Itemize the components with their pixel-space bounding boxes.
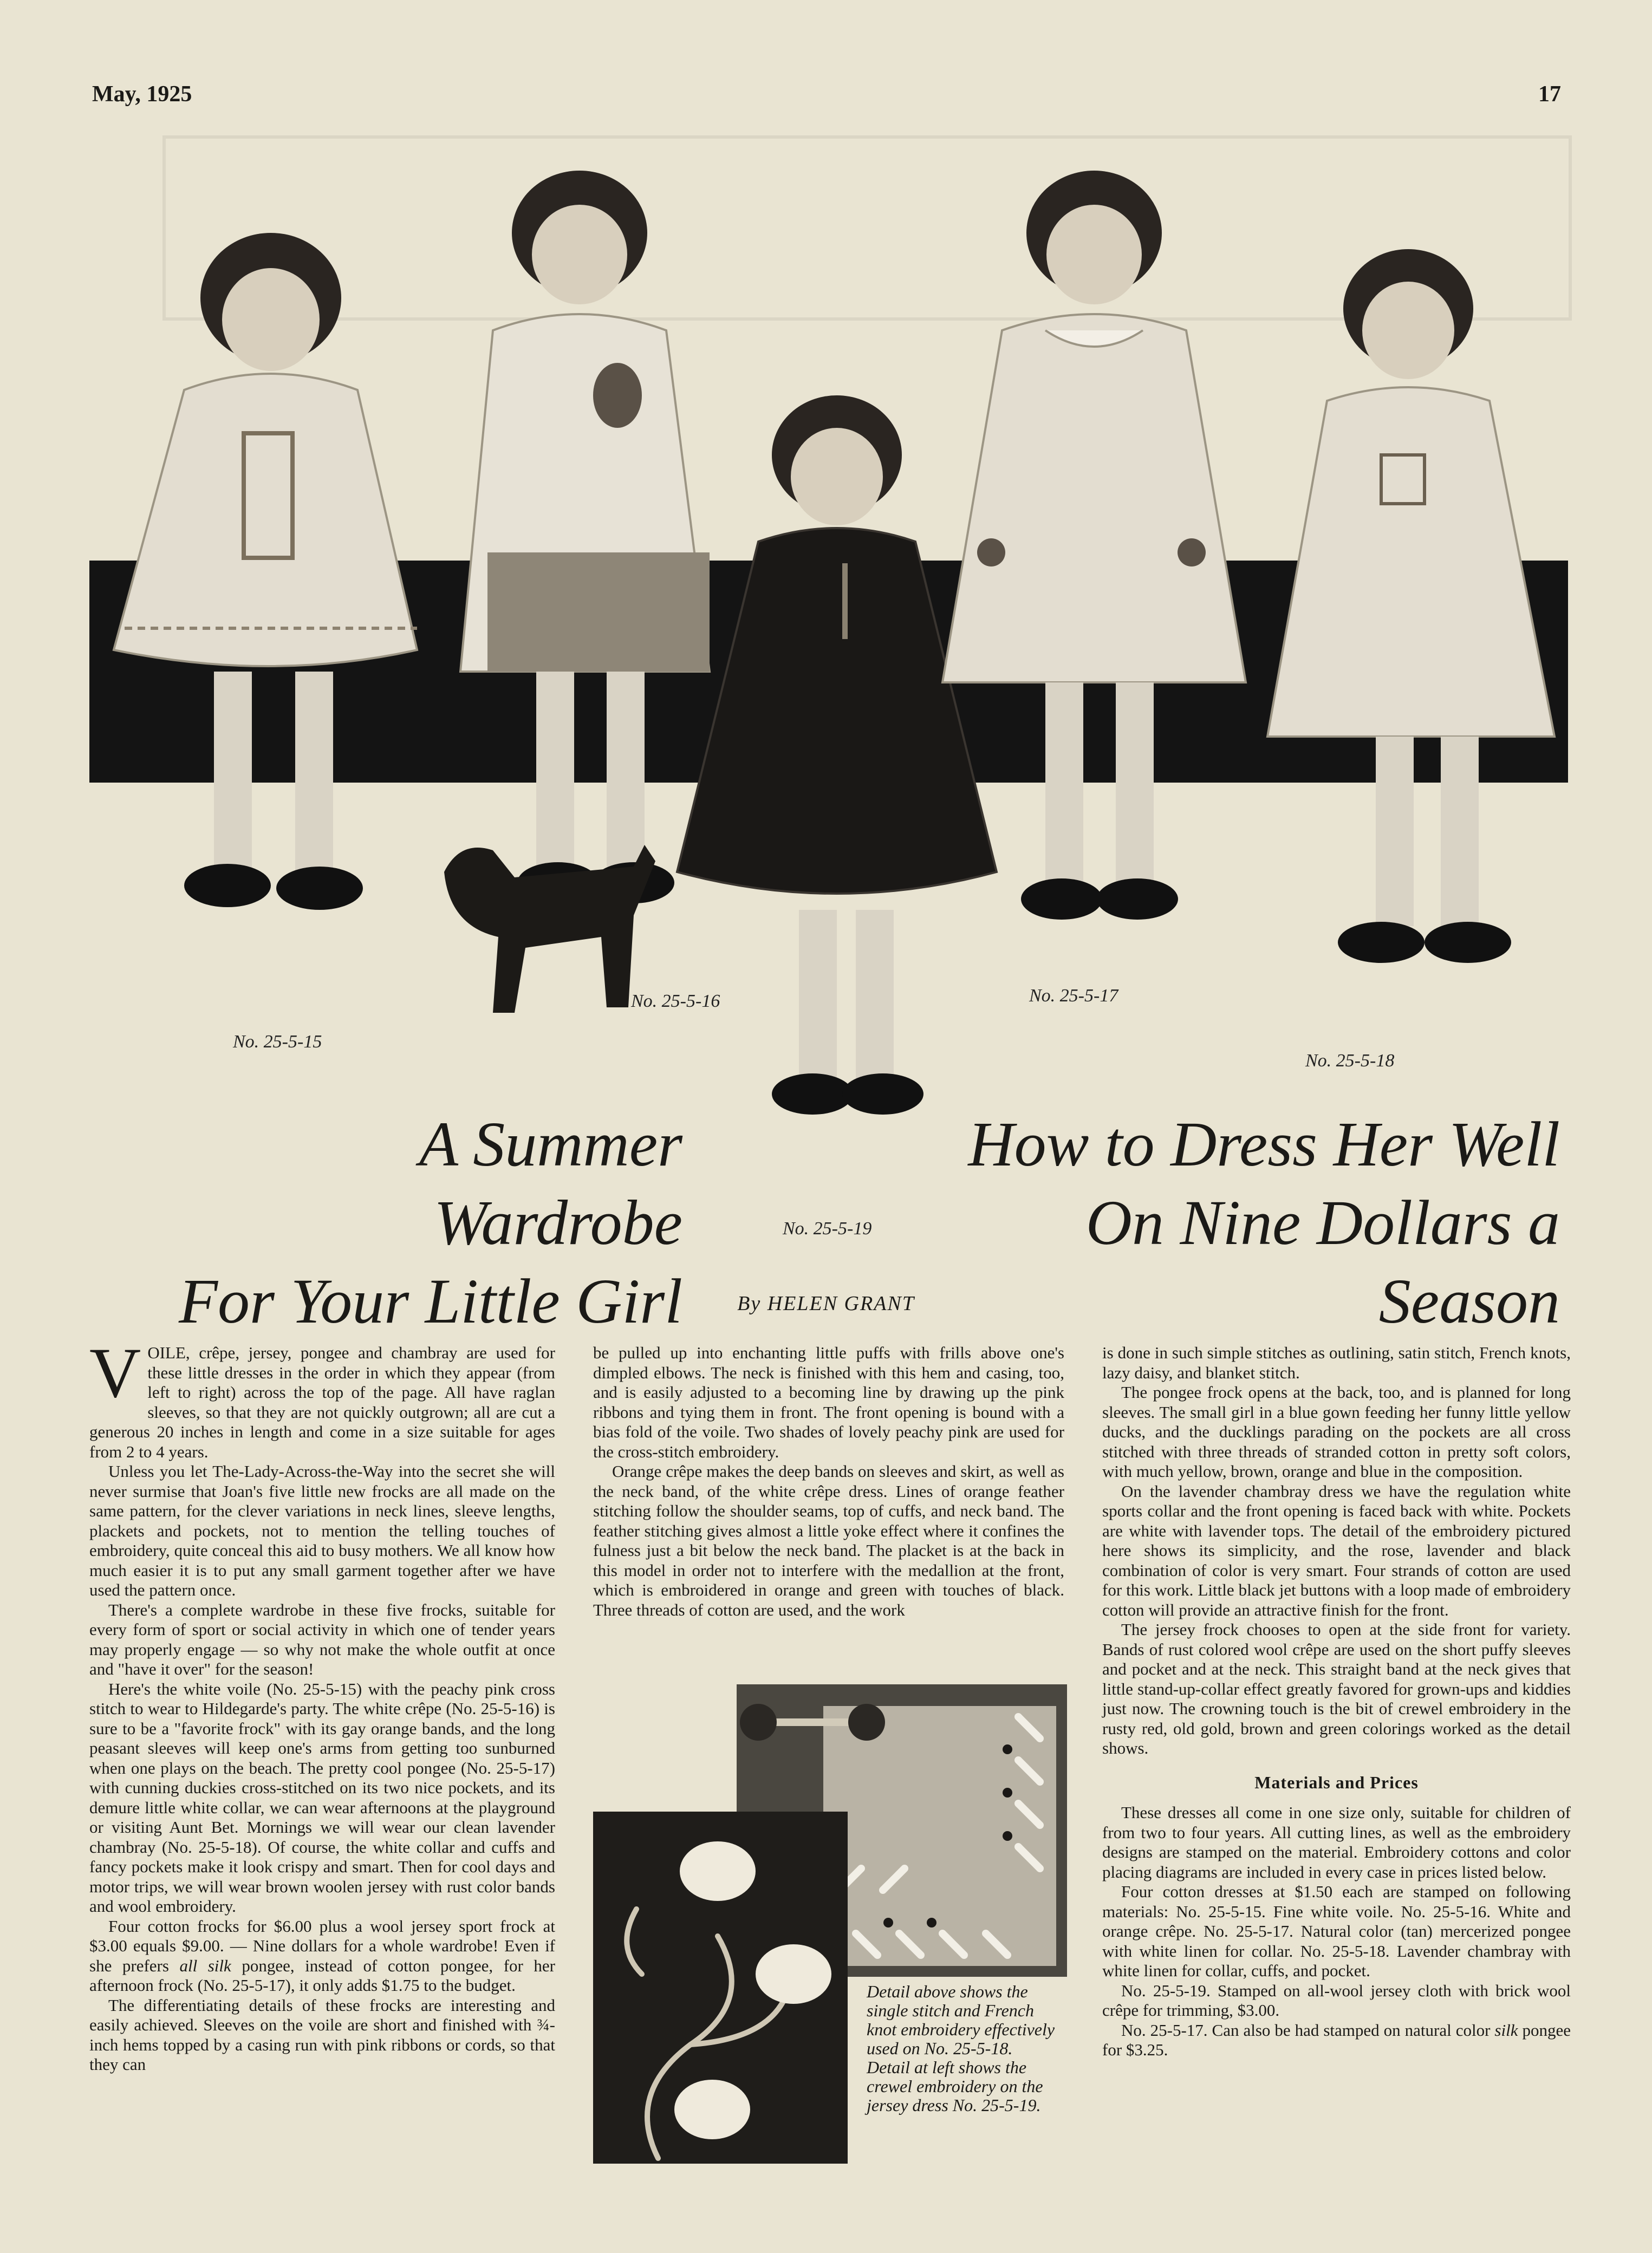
col1-paragraph-6: The differentiating details of these frocks are interesting and easily achieved. Sleeves on the voile are short and finished with ¾-inch hems topped by a casing run with pink ribbons or cords, so that they can xyxy=(89,1995,555,2074)
headline-right-line2: On Nine Dollars a Season xyxy=(1085,1187,1560,1337)
article-column-2 xyxy=(593,1343,1064,1620)
embroidery-detail-photo-bottom xyxy=(593,1812,848,2164)
col3-paragraph-3: On the lavender chambray dress we have the regulation white sports collar and the front opening is faced back with white. Pockets are white with lavender tops. The detail of the embroidery pictured here shows its simplicity, and the rose, lavender and black combination of color is very smart. Four strands of cotton are used for this work. Little black jet buttons with a loop made of embroidery cotton will provide an attractive finish for the front. xyxy=(1102,1481,1571,1619)
girl-photo-5 xyxy=(1246,227,1571,1040)
col3-paragraph-8: No. 25-5-17. Can also be had stamped on natural color silk pongee for $3.25. xyxy=(1102,2020,1571,2059)
materials-prices-subhead: Materials and Prices xyxy=(1254,1772,1419,1792)
byline: By HELEN GRANT xyxy=(737,1292,915,1315)
col3-paragraph-4: The jersey frock chooses to open at the side front for variety. Bands of rust colored wool crêpe are used on the short puffy sleeves and pocket and at the neck. This straight band at the neck gives that little stand-up-collar effect greatly favored for grown-ups and kiddies just now. The crowning touch is the bit of crewel embroidery in the rusty red, old gold, brown and green colorings worked as the detail shows. xyxy=(1102,1620,1571,1757)
col2-paragraph-1: be pulled up into enchanting little puffs with frills above one's dimpled elbows. The neck is finished with this hem and casing, too, and is easily adjusted to a becoming line by drawing up the pink ribbons and tying them in front. The front opening is bound with a bias fold of the voile. Two shades of lovely peachy pink are used for the cross-stitch embroidery. xyxy=(593,1343,1064,1461)
article-column-1 xyxy=(89,1333,555,2075)
col3-paragraph-6: Four cotton dresses at $1.50 each are stamped on following materials: No. 25-5-15. Fine white voile. No. 25-5-16. White and orange crêpe. No. 25-5-17. Natural color (tan) mercerized pongee with white linen for collar. No. 25-5-18. Lavender chambray with white linen for collar, cuffs, and pocket. xyxy=(1102,1882,1571,1980)
girl-photo-4 xyxy=(921,152,1267,997)
headline-right xyxy=(964,1105,1560,1340)
figure-caption-3: No. 25-5-19 xyxy=(783,1219,872,1239)
col3-paragraph-7: No. 25-5-19. Stamped on all-wool jersey cloth with brick wool crêpe for trimming, $3.00. xyxy=(1102,1981,1571,2020)
col1-paragraph-2: Unless you let The-Lady-Across-the-Way into the secret she will never surmise that Joan's five little new frocks are all made on the same pattern, for the clever variations in neck lines, sleeve lengths, plackets and pockets, not to mention the telling touches of embroidery, quite conceal this aid to busy mothers. We all know how much easier it is to put any small garment together after we have used the pattern once. xyxy=(89,1462,555,1599)
article-column-3 xyxy=(1102,1343,1571,2060)
page-number: 17 xyxy=(1538,82,1561,107)
headline-left-line1: A Summer Wardrobe xyxy=(419,1109,682,1258)
figure-caption-4: No. 25-5-17 xyxy=(1029,986,1118,1006)
headline-left-line2: For Your Little Girl xyxy=(178,1266,682,1337)
col2-paragraph-2: Orange crêpe makes the deep bands on sleeves and skirt, as well as the neck band, of the white crêpe dress. Lines of orange feather stitching follow the shoulder seams, top of cuffs, and neck band. The feather stitching gives almost a little yoke effect where it confines the fulness just a bit below the neck band. The placket is at the back in this model in order not to interfere with the medallion at the front, which is embroidered in orange and green with touches of black. Three threads of cotton are used, and the work xyxy=(593,1462,1064,1619)
drop-cap: V xyxy=(89,1333,141,1412)
figure-caption-1: No. 25-5-15 xyxy=(233,1032,322,1052)
col1-paragraph-1: VOILE, crêpe, jersey, pongee and chambray are used for these little dresses in the order in which they appear (from left to right) across the top of the page. All have raglan sleeves, so that they are not quickly outgrown; all are cut a generous 20 inches in length and come in a size suitable for ages from 2 to 4 years. xyxy=(89,1333,555,1461)
girl-photo-1 xyxy=(81,195,460,1018)
headline-right-line1: How to Dress Her Well xyxy=(968,1109,1560,1180)
col3-paragraph-5: These dresses all come in one size only, suitable for children of from two to four years. All cutting lines, as well as the embroidery designs are stamped on the material. Embroidery cottons and color placing diagrams are included in every case in prices listed below. xyxy=(1102,1803,1571,1881)
col1-paragraph-3: There's a complete wardrobe in these five frocks, suitable for every form of sport or social activity in which one of tender years may properly engage — so why not make the whole outfit at once and "have it over" for the season! xyxy=(89,1600,555,1678)
issue-date: May, 1925 xyxy=(92,82,192,107)
col3-paragraph-2: The pongee frock opens at the back, too, and is planned for long sleeves. The small girl in a blue gown feeding her funny little yellow ducks, and the ducklings parading on the pockets are all cross stitched with three threads of stranded cotton in pretty soft colors, with much yellow, brown, orange and blue in the composition. xyxy=(1102,1383,1571,1481)
col3-paragraph-1: is done in such simple stitches as outlining, satin stitch, French knots, lazy daisy, and blanket stitch. xyxy=(1102,1343,1571,1382)
col1-paragraph-5: Four cotton frocks for $6.00 plus a wool jersey sport frock at $3.00 equals $9.00. — Nine dollars for a whole wardrobe! Even if she prefers all silk pongee, instead of cotton pongee, for her afternoon frock (No. 25-5-17), it only adds $1.75 to the budget. xyxy=(89,1916,555,1995)
headline-left xyxy=(162,1105,682,1340)
figure-caption-5: No. 25-5-18 xyxy=(1305,1051,1395,1071)
col1-paragraph-4: Here's the white voile (No. 25-5-15) with the peachy pink cross stitch to wear to Hildegarde's party. The white crêpe (No. 25-5-16) is sure to be a "favorite frock" with its gay orange bands, and the long peasant sleeves will keep one's arms from getting too sunburned when one plays on the beach. The pretty cool pongee (No. 25-5-17) with cunning duckies cross-stitched on its two nice pockets, and its demure little white collar, we can wear afternoons at the playground or visiting Aunt Bet. Mornings we will wear our clean lavender chambray (No. 25-5-18). Of course, the white collar and cuffs and fancy pockets make it look crispy and smart. Then for cool days and motor trips, we will wear brown woolen jersey with rust color bands and wool embroidery. xyxy=(89,1679,555,1916)
detail-photo-caption: Detail above shows the single stitch and French knot embroidery effectively used on No. 25-5-18. Detail at left shows the crewel embroidery on the jersey dress No. 25-5-19. xyxy=(867,1982,1055,2115)
figure-caption-2: No. 25-5-16 xyxy=(631,991,720,1011)
